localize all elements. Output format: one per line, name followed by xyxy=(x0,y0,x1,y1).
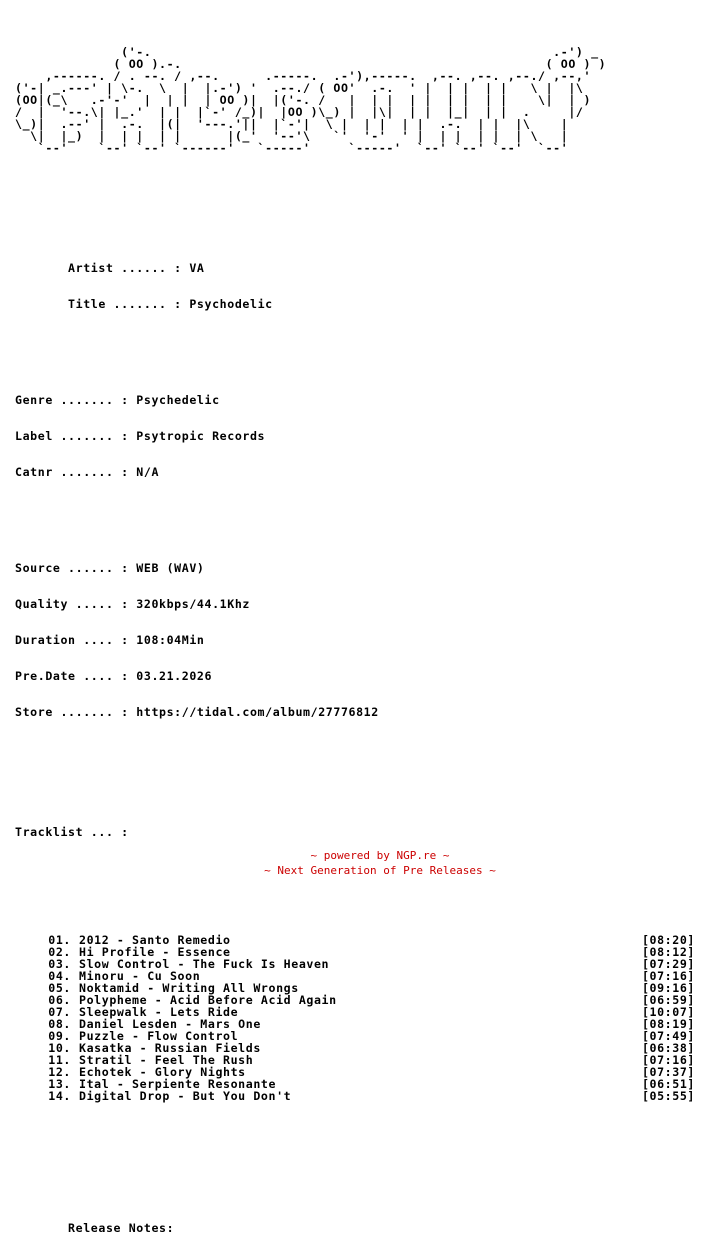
track-number: 02. xyxy=(48,945,71,959)
track-row xyxy=(15,946,695,958)
track-duration: [05:55] xyxy=(641,1089,695,1103)
store-link[interactable]: https://tidal.com/album/27776812 xyxy=(136,705,379,719)
track-duration: [06:59] xyxy=(641,993,695,1007)
track-row xyxy=(15,934,695,946)
predate-label: Pre.Date .... : xyxy=(15,669,137,683)
track-title: Digital Drop - But You Don't xyxy=(79,1089,292,1103)
track-row xyxy=(15,1006,695,1018)
track-row xyxy=(15,1066,695,1078)
track-number: 11. xyxy=(48,1053,71,1067)
source-row xyxy=(15,562,695,574)
track-number: 01. xyxy=(48,933,71,947)
track-duration: [06:51] xyxy=(641,1077,695,1091)
track-title: Echotek - Glory Nights xyxy=(79,1065,246,1079)
track-title: Noktamid - Writing All Wrongs xyxy=(79,981,299,995)
spacer xyxy=(15,190,695,226)
duration-row xyxy=(15,634,695,646)
track-row xyxy=(15,1042,695,1054)
predate-row xyxy=(15,670,695,682)
genre-value: Psychedelic xyxy=(136,393,220,407)
spacer xyxy=(15,1138,695,1186)
track-number: 08. xyxy=(48,1017,71,1031)
track-title: 2012 - Santo Remedio xyxy=(79,933,231,947)
track-row xyxy=(15,970,695,982)
track-row xyxy=(15,958,695,970)
artist-label: Artist ...... : xyxy=(15,261,190,275)
track-number: 03. xyxy=(48,957,71,971)
track-title: Polypheme - Acid Before Acid Again xyxy=(79,993,337,1007)
track-duration: [07:49] xyxy=(641,1029,695,1043)
track-row xyxy=(15,1018,695,1030)
label-value: Psytropic Records xyxy=(136,429,266,443)
track-title: Daniel Lesden - Mars One xyxy=(79,1017,261,1031)
nfo-document xyxy=(15,22,695,1246)
track-row xyxy=(15,1090,695,1102)
store-label: Store ....... : xyxy=(15,705,137,719)
predate-value: 03.21.2026 xyxy=(136,669,213,683)
track-title: Hi Profile - Essence xyxy=(79,945,231,959)
track-number: 09. xyxy=(48,1029,71,1043)
genre-row xyxy=(15,394,695,406)
track-duration: [06:38] xyxy=(641,1041,695,1055)
catnr-label: Catnr ....... : xyxy=(15,465,137,479)
spacer xyxy=(15,514,695,526)
footer-tagline: ~ Next Generation of Pre Releases ~ xyxy=(264,864,496,877)
track-duration: [07:16] xyxy=(641,969,695,983)
source-value: WEB (WAV) xyxy=(136,561,205,575)
track-duration: [08:12] xyxy=(641,945,695,959)
label-row xyxy=(15,430,695,442)
track-row xyxy=(15,982,695,994)
spacer xyxy=(15,346,695,358)
track-number: 14. xyxy=(48,1089,71,1103)
track-duration: [09:16] xyxy=(641,981,695,995)
track-row xyxy=(15,1078,695,1090)
track-duration: [10:07] xyxy=(641,1005,695,1019)
track-title: Puzzle - Flow Control xyxy=(79,1029,239,1043)
title-row xyxy=(15,298,695,310)
duration-label: Duration .... : xyxy=(15,633,137,647)
title-value: Psychodelic xyxy=(189,297,273,311)
footer xyxy=(0,848,704,878)
quality-value: 320kbps/44.1Khz xyxy=(136,597,250,611)
track-number: 12. xyxy=(48,1065,71,1079)
track-number: 10. xyxy=(48,1041,71,1055)
label-label: Label ....... : xyxy=(15,429,137,443)
store-row xyxy=(15,706,695,718)
track-title: Sleepwalk - Lets Ride xyxy=(79,1005,239,1019)
track-title: Ital - Serpiente Resonante xyxy=(79,1077,277,1091)
track-title: Slow Control - The Fuck Is Heaven xyxy=(79,957,330,971)
track-row xyxy=(15,1054,695,1066)
catnr-row xyxy=(15,466,695,478)
track-row xyxy=(15,994,695,1006)
title-label: Title ....... : xyxy=(15,297,190,311)
track-duration: [08:19] xyxy=(641,1017,695,1031)
track-number: 07. xyxy=(48,1005,71,1019)
track-number: 04. xyxy=(48,969,71,983)
artist-value: VA xyxy=(189,261,205,275)
spacer xyxy=(15,754,695,790)
track-number: 06. xyxy=(48,993,71,1007)
track-number: 05. xyxy=(48,981,71,995)
track-duration: [07:16] xyxy=(641,1053,695,1067)
track-duration: [08:20] xyxy=(641,933,695,947)
footer-powered-by[interactable]: ~ powered by NGP.re ~ xyxy=(310,849,450,862)
track-duration: [07:37] xyxy=(641,1065,695,1079)
source-label: Source ...... : xyxy=(15,561,137,575)
ascii-logo: ('-. .-') _ ( OO ).-. ( OO ) ) ,------. / . --. / ,--. .-----. .-'),-----. ,--. ,--. ,--./ ,--,' ('-| _.---' | \-. \ | |.-') ' .--./ ( OO' .-. ' | | | | | \ | |\ (OO|(_\ .-'-' | | | | OO )| |('-. / | | | | | | | | | \| | ) / | '--.\| |_.' | | |`-' /_)| |OO )\_) | |\| | | |_| | | . |/ \_)| .--' | .-. |(| '---.'|| |`-'| \ | | | | | .-. | | |\ | \| |_) | | | | | |(_' '--'\ `' '-' ' | | | | | | \ | `--' `--' `--' `------' `-----' `-----' `--' `--' `--' `--' xyxy=(15,45,607,155)
track-title: Minoru - Cu Soon xyxy=(79,969,201,983)
quality-label: Quality ..... : xyxy=(15,597,137,611)
track-title: Stratil - Feel The Rush xyxy=(79,1053,254,1067)
track-list xyxy=(15,934,695,1102)
track-duration: [07:29] xyxy=(641,957,695,971)
genre-label: Genre ....... : xyxy=(15,393,137,407)
track-row xyxy=(15,1030,695,1042)
track-title: Kasatka - Russian Fields xyxy=(79,1041,261,1055)
release-notes-heading: Release Notes: xyxy=(15,1221,175,1235)
track-number: 13. xyxy=(48,1077,71,1091)
tracklist-heading: Tracklist ... : xyxy=(15,825,129,839)
catnr-value: N/A xyxy=(136,465,160,479)
artist-row xyxy=(15,262,695,274)
duration-value: 108:04Min xyxy=(136,633,205,647)
quality-row xyxy=(15,598,695,610)
